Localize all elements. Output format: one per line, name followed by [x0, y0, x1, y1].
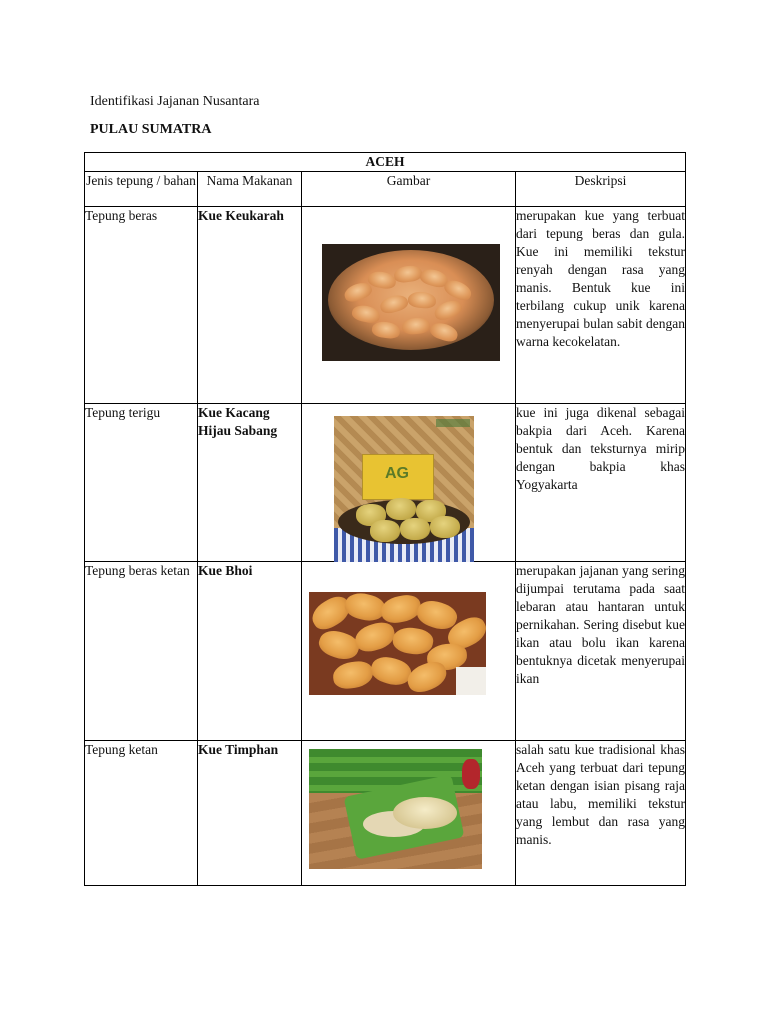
document-title: Identifikasi Jajanan Nusantara [90, 94, 260, 109]
nama-cell: Kue Bhoi [198, 562, 302, 741]
kue-timphan-photo [309, 749, 482, 869]
nama-cell: Kue Keukarah [198, 207, 302, 404]
jenis-cell: Tepung ketan [85, 741, 198, 886]
nama-cell: Kue Timphan [198, 741, 302, 886]
header-jenis: Jenis tepung / bahan [85, 172, 198, 207]
gambar-cell [302, 207, 516, 404]
deskripsi-cell: merupakan kue yang terbuat dari tepung beras dan gula. Kue ini memiliki tekstur renyah dengan rasa yang manis. Bentuk kue ini terbilang cukup unik karena menyerupai bulan sabit dengan warna kecokelatan. [516, 207, 686, 404]
kue-bhoi-photo [309, 592, 486, 695]
jenis-cell: Tepung beras ketan [85, 562, 198, 741]
jenis-cell: Tepung terigu [85, 404, 198, 562]
nama-cell: Kue Kacang Hijau Sabang [198, 404, 302, 562]
header-nama: Nama Makanan [198, 172, 302, 207]
table-row [85, 741, 686, 886]
gambar-cell [302, 562, 516, 741]
document-subtitle: PULAU SUMATRA [90, 122, 212, 137]
jenis-cell: Tepung beras [85, 207, 198, 404]
deskripsi-cell: kue ini juga dikenal sebagai bakpia dari Aceh. Karena bentuk dan teksturnya mirip dengan bakpia khas Yogyakarta [516, 404, 686, 562]
kue-keukarah-photo [322, 244, 500, 361]
table-row [85, 207, 686, 404]
column-header-row [85, 172, 686, 207]
header-gambar: Gambar [302, 172, 516, 207]
kue-kacang-hijau-photo [334, 416, 474, 562]
box-label: AG [385, 465, 409, 482]
food-table [84, 152, 686, 886]
header-deskripsi: Deskripsi [516, 172, 686, 207]
table-row [85, 404, 686, 562]
deskripsi-cell: salah satu kue tradisional khas Aceh yang terbuat dari tepung ketan dengan isian pisang raja atau labu, memiliki tekstur yang lembut dan rasa yang manis. [516, 741, 686, 886]
gambar-cell [302, 404, 516, 562]
region-header: ACEH [85, 153, 686, 172]
table-row [85, 562, 686, 741]
region-row [85, 153, 686, 172]
deskripsi-cell: merupakan jajanan yang sering dijumpai terutama pada saat lebaran atau hantaran untuk pernikahan. Sering disebut kue ikan atau bolu ikan karena bentuknya dicetak menyerupai ikan [516, 562, 686, 741]
gambar-cell [302, 741, 516, 886]
